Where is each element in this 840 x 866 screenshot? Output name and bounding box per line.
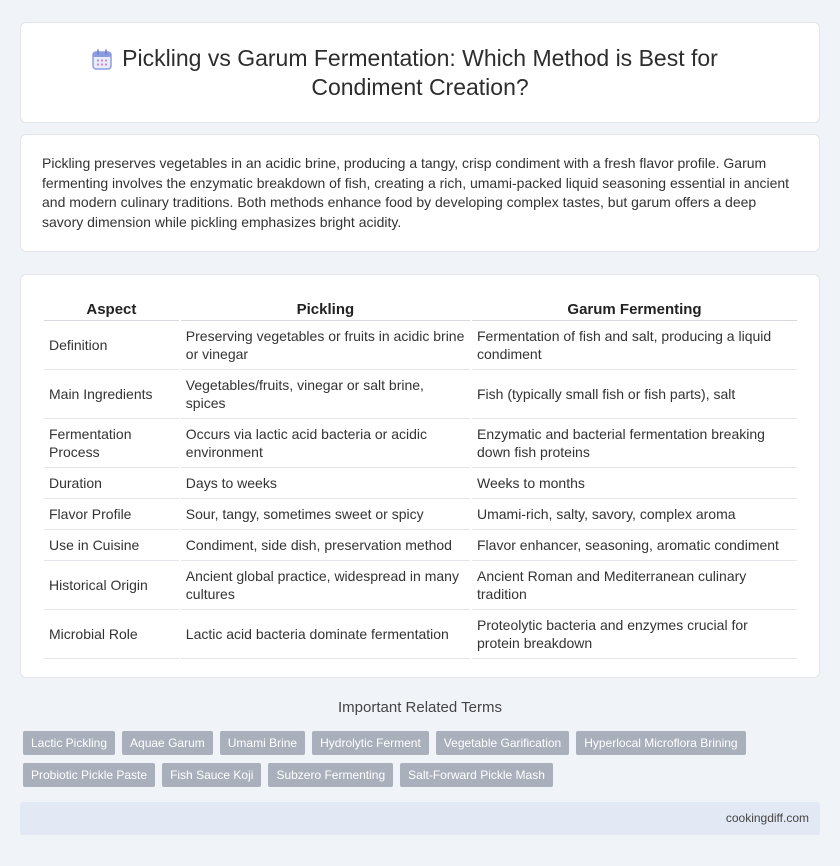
tag-row [23,731,803,755]
comparison-table [42,295,799,659]
table-row [44,610,797,659]
tag-probiotic-pickle-paste[interactable]: Probiotic Pickle Paste [23,763,155,787]
header-aspect: Aspect [44,295,179,321]
intro-paragraph: Pickling preserves vegetables in an acidic brine, producing a tangy, crisp condiment with a fresh flavor profile. Garum fermenting involves the enzymatic breakdown of fish, creating a rich, umami-packed liquid seasoning essential in ancient and modern culinary traditions. Both methods enhance food by developing complex tastes, but garum offers a deep savory dimension while pickling emphasizes bright acidity. [42,155,790,230]
garum-cell: Fish (typically small fish or fish parts), salt [472,370,797,419]
title-card [20,22,820,123]
aspect-cell: Definition [44,321,179,370]
garum-cell: Proteolytic bacteria and enzymes crucial for protein breakdown [472,610,797,659]
aspect-cell: Duration [44,468,179,499]
aspect-cell: Historical Origin [44,561,179,610]
garum-cell: Flavor enhancer, seasoning, aromatic condiment [472,530,797,561]
footer [20,802,820,835]
tag-subzero-fermenting[interactable]: Subzero Fermenting [268,763,393,787]
pickling-cell: Condiment, side dish, preservation method [181,530,470,561]
pickling-cell: Ancient global practice, widespread in many cultures [181,561,470,610]
table-row [44,468,797,499]
garum-cell: Ancient Roman and Mediterranean culinary tradition [472,561,797,610]
pickling-cell: Vegetables/fruits, vinegar or salt brine, spices [181,370,470,419]
header-garum: Garum Fermenting [472,295,797,321]
pickling-cell: Occurs via lactic acid bacteria or acidic environment [181,419,470,468]
footer-site-link[interactable]: cookingdiff.com [725,811,809,825]
garum-cell: Umami-rich, salty, savory, complex aroma [472,499,797,530]
pickling-cell: Days to weeks [181,468,470,499]
aspect-cell: Fermentation Process [44,419,179,468]
table-header-row [44,295,797,321]
garum-cell: Weeks to months [472,468,797,499]
table-row [44,370,797,419]
page-title: Pickling vs Garum Fermentation: Which Method is Best for Condiment Creation? [122,44,718,100]
tag-vegetable-garification[interactable]: Vegetable Garification [436,731,569,755]
aspect-cell: Microbial Role [44,610,179,659]
aspect-cell: Use in Cuisine [44,530,179,561]
tag-umami-brine[interactable]: Umami Brine [220,731,305,755]
table-row [44,561,797,610]
related-terms-title: Important Related Terms [338,699,502,716]
table-row [44,321,797,370]
related-tags [23,731,803,795]
tag-lactic-pickling[interactable]: Lactic Pickling [23,731,115,755]
tag-hydrolytic-ferment[interactable]: Hydrolytic Ferment [312,731,429,755]
garum-cell: Fermentation of fish and salt, producing a liquid condiment [472,321,797,370]
aspect-cell: Flavor Profile [44,499,179,530]
pickling-cell: Sour, tangy, sometimes sweet or spicy [181,499,470,530]
table-row [44,499,797,530]
tag-salt-forward-pickle-mash[interactable]: Salt-Forward Pickle Mash [400,763,553,787]
table-row [44,530,797,561]
pickling-cell: Lactic acid bacteria dominate fermentation [181,610,470,659]
tag-hyperlocal-microflora-brining[interactable]: Hyperlocal Microflora Brining [576,731,745,755]
tag-aquae-garum[interactable]: Aquae Garum [122,731,213,755]
header-pickling: Pickling [181,295,470,321]
garum-cell: Enzymatic and bacterial fermentation breaking down fish proteins [472,419,797,468]
tag-fish-sauce-koji[interactable]: Fish Sauce Koji [162,763,261,787]
pickling-cell: Preserving vegetables or fruits in acidic brine or vinegar [181,321,470,370]
comparison-card [20,274,820,678]
intro-card [20,134,820,252]
tag-row [23,763,803,787]
table-row [44,419,797,468]
aspect-cell: Main Ingredients [44,370,179,419]
